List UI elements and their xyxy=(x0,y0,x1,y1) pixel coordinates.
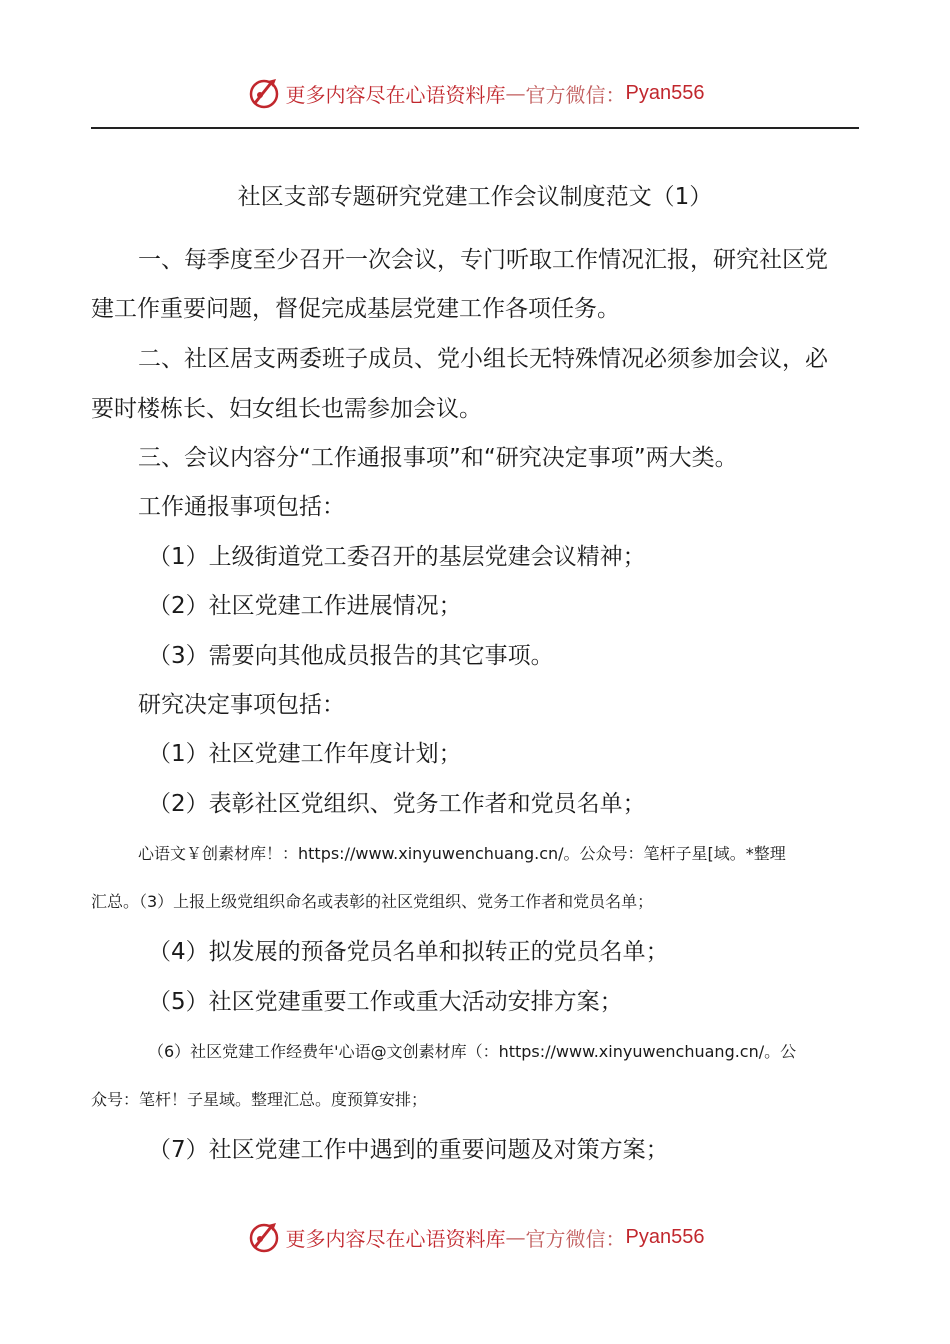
list-item: （2）表彰社区党组织、党务工作者和党员名单； xyxy=(148,791,646,817)
paragraph-line: 要时楼栋长、妇女组长也需参加会议。 xyxy=(91,396,482,422)
header-wechat-id: Pyan556 xyxy=(625,81,705,104)
list-item: （5）社区党建重要工作或重大活动安排方案； xyxy=(148,989,623,1015)
list-item: （3）需要向其他成员报告的其它事项。 xyxy=(148,643,554,669)
small-text-line: 众号：笔杆！子星域。整理汇总。度预算安排； xyxy=(91,1090,428,1109)
footer-brand-text: 更多内容尽在心语资料库 xyxy=(285,1226,506,1251)
header-brand-text: 更多内容尽在心语资料库 xyxy=(285,82,506,107)
header-wechat-label: 官方微信： xyxy=(525,82,626,107)
paragraph-line: 建工作重要问题，督促完成基层党建工作各项任务。 xyxy=(91,296,620,322)
header-divider xyxy=(91,127,859,129)
paragraph-line: 二、社区居支两委班子成员、党小组长无特殊情况必须参加会议，必 xyxy=(138,346,828,372)
small-text-line: 心语文￥创素材库！：https://www.xinyuwenchuang.cn/。公众号：笔杆子星[域。*整理 xyxy=(138,844,786,863)
section-heading: 研究决定事项包括： xyxy=(138,692,345,718)
small-text-line: 汇总。（3）上报上级党组织命名或表彰的社区党组织、党务工作者和党员名单； xyxy=(91,892,654,911)
header-banner xyxy=(0,71,950,115)
footer-wechat-id: Pyan556 xyxy=(625,1225,705,1248)
list-item: （2）社区党建工作进展情况； xyxy=(148,593,462,619)
brand-logo-icon xyxy=(246,75,282,111)
brand-logo-icon xyxy=(246,1219,282,1255)
footer-wechat-label: 官方微信： xyxy=(525,1226,626,1251)
footer-dash: — xyxy=(505,1225,526,1249)
section-heading: 工作通报事项包括： xyxy=(138,494,345,520)
footer-banner xyxy=(0,1215,950,1259)
header-dash: — xyxy=(505,81,526,105)
list-item: （7）社区党建工作中遇到的重要问题及对策方案； xyxy=(148,1137,669,1163)
paragraph-line: 三、会议内容分“工作通报事项”和“研究决定事项”两大类。 xyxy=(138,445,738,471)
document-title: 社区支部专题研究党建工作会议制度范文（1） xyxy=(237,184,713,210)
list-item: （1）社区党建工作年度计划； xyxy=(148,741,462,767)
list-item: （1）上级街道党工委召开的基层党建会议精神； xyxy=(148,544,646,570)
small-text-line: （6）社区党建工作经费年'心语@文创素材库（：https://www.xinyuwenchuang.cn/。公 xyxy=(148,1042,797,1061)
list-item: （4）拟发展的预备党员名单和拟转正的党员名单； xyxy=(148,939,669,965)
paragraph-line: 一、每季度至少召开一次会议，专门听取工作情况汇报，研究社区党 xyxy=(138,247,828,273)
